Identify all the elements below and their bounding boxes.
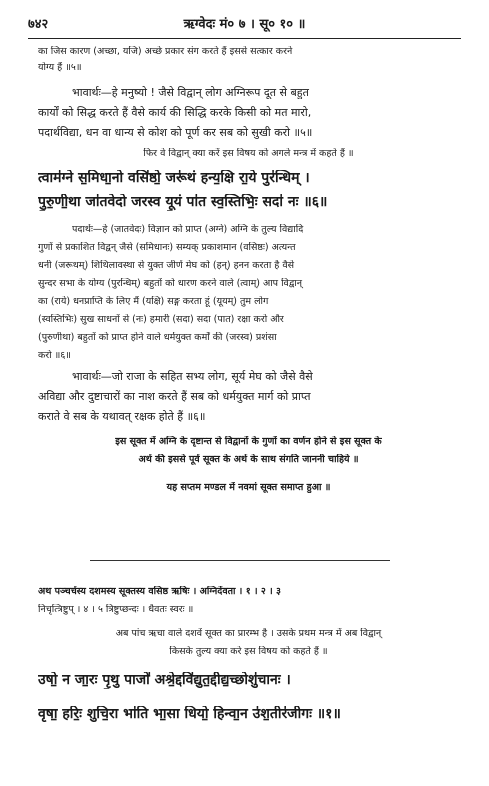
intro-line: अब पांच ऋचा वाले दशवें सूक्त का प्रारम्भ है । उसके प्रथम मन्त्र में अब विद्वान् <box>115 628 382 639</box>
mantra-line: वृषा॒ हरिः॒ शुचि॒रा भा॑ति भा॒सा धियो॒ हिन्वा॒न उ॑श॒तीर॑जीगः ॥१॥ <box>38 706 341 722</box>
text-line: अविद्या और दुष्टाचारों का नाश करते हैं सब को धर्मयुक्त मार्ग को प्राप्त <box>38 390 311 403</box>
text-line: कार्यों को सिद्ध करते हैं वैसे कार्य की सिद्धि करके किसी को मत मारो, <box>38 106 312 119</box>
bhavartha-heading-line: भावार्थः—हे मनुष्यो ! जैसे विद्वान् लोग अग्निरूप दूत से बहुत <box>72 86 309 99</box>
mantra-line: उषो॒ न जा॒रः पृ॒थु पाजो॑ अश्रे॒द्दवि॑द्युत॒द्दीद्य॒च्छोशु॑चानः । <box>38 672 291 688</box>
text-line: योग्य हैं ॥५॥ <box>38 62 82 73</box>
text-line: सुन्दर सभा के योग्य (पुरन्धिम्) बहुतों को धारण करने वाले (त्वाम्) आप विद्वान् <box>38 278 303 289</box>
text-line: धनी (जरूथम्) शिथिलावस्था से युक्त जीर्ण मेघ को (हन्) हनन करता है वैसे <box>38 260 295 271</box>
summary-line: इस सूक्त में अग्नि के दृष्टान्त से विद्वानों के गुणों का वर्णन होने से इस सूक्त के <box>115 436 382 447</box>
mantra-line: त्वाम॑ग्ने स॒मिधा॒नो वसि॑ष्ठो॒ जरू॑थं हन्य॒क्षि रा॒ये पुर॑न्धिम् । <box>38 170 310 186</box>
text-line: का जिस कारण (अच्छा, यजि) अच्छे प्रकार संग करते हैं इससे सत्कार करने <box>38 46 293 57</box>
text-line: का (राये) धनप्राप्ति के लिए मैं (यक्षि) सङ्ग करता हूं (यूयम्) तुम लोग <box>38 296 269 307</box>
text-line: कराते वे सब के यथावत् रक्षक होते हैं ॥६॥ <box>38 410 206 423</box>
sukta-end-line: यह सप्तम मण्डल में नवमां सूक्त समाप्त हुआ ॥ <box>166 482 331 493</box>
running-title: ऋग्वेदः मं० ७ । सू० १० ॥ <box>183 17 306 32</box>
padartha-heading-line: पदार्थः—हे (जातवेदः) विज्ञान को प्राप्त (अग्ने) अग्नि के तुल्य विद्यादि <box>72 224 304 235</box>
summary-line: अर्थ की इससे पूर्व सूक्त के अर्थ के साथ संगति जाननी चाहिये ॥ <box>138 454 359 465</box>
text-line: पदार्थविद्या, धन वा धान्य से कोश को पूर्ण कर सब को सुखी करो ॥५॥ <box>38 126 313 139</box>
text-line: (पुरुणीथा) बहुतों को प्राप्त होने वाले धर्मयुक्त कर्मों की (जरस्व) प्रशंसा <box>38 332 277 343</box>
text-line: करो ॥६॥ <box>38 350 71 361</box>
text-line: गुणों से प्रकाशित विद्वन् जैसे (समिधानः) सम्यक् प्रकाशमान (वसिष्ठः) अत्यन्त <box>38 242 296 253</box>
rishi-devata-line: अथ पञ्चर्चस्य दशमस्य सूक्तस्य वसिष्ठ ऋषिः । अग्निर्देवता । १ । २ । ३ <box>38 586 281 597</box>
page-number: ७४२ <box>28 17 49 32</box>
page-header <box>28 14 461 34</box>
chhanda-line: निचृत्त्रिष्टुप् । ४ । ५ त्रिष्टुप्छन्दः । धैवतः स्वरः ॥ <box>38 604 194 615</box>
intro-line: किसके तुल्य क्या करे इस विषय को कहते हैं ॥ <box>169 646 328 657</box>
header-rule <box>28 38 461 39</box>
mantra-line: पु॒रु॒णी॒था जा॑तवेदो जरस्व यू॒यं पा॑त स्व॒स्तिभिः॒ सदा॑ नः ॥६॥ <box>38 194 328 210</box>
bhavartha-heading-line: भावार्थः—जो राजा के सहित सभ्य लोग, सूर्य मेघ को जैसे वैसे <box>72 370 313 383</box>
intro-line: फिर वे विद्वान् क्या करें इस विषय को अगले मन्त्र में कहते हैं ॥ <box>143 148 354 159</box>
section-divider <box>90 560 390 561</box>
text-line: (स्वस्तिभिः) सुख साधनों से (नः) हमारी (सदा) सदा (पात) रक्षा करो और <box>38 314 284 325</box>
